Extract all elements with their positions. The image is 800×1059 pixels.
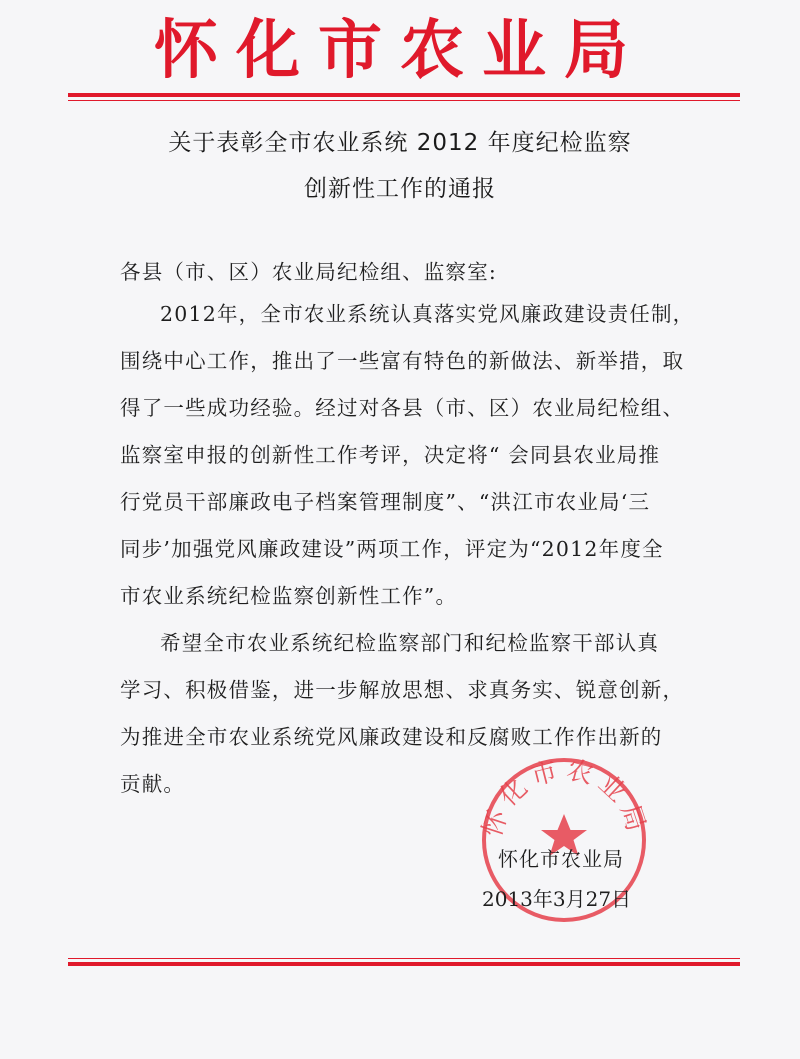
letterhead-rule-thin [68, 100, 740, 101]
signature-date: 2013年3月27日 [482, 887, 632, 911]
document-title-line-2: 创新性工作的通报 [304, 176, 496, 202]
seal-arc-textpath: 怀化市农业局 [477, 754, 653, 841]
footer-rule-thin [68, 958, 740, 959]
letterhead-title: 怀化市农业局 [154, 14, 646, 88]
salutation: 各县（市、区）农业局纪检组、监察室: [120, 260, 498, 284]
paragraph-1-line: 市农业系统纪检监察创新性工作”。 [120, 584, 458, 608]
footer-rule-thick [68, 962, 740, 966]
paragraph-1-line: 围绕中心工作，推出了一些富有特色的新做法、新举措，取 [120, 349, 685, 373]
paragraph-1-line: 监察室申报的创新性工作考评，决定将“ 会同县农业局推 [120, 443, 661, 467]
letterhead-rule-thick [68, 93, 740, 97]
document-title-line-1: 关于表彰全市农业系统 2012 年度纪检监察 [168, 130, 632, 156]
paragraph-2-line: 贡献。 [120, 772, 186, 796]
paragraph-2-line: 为推进全市农业系统党风廉政建设和反腐败工作作出新的 [120, 725, 663, 749]
paragraph-1-line: 2012年，全市农业系统认真落实党风廉政建设责任制， [160, 302, 695, 326]
paragraph-1-line: 得了一些成功经验。经过对各县（市、区）农业局纪检组、 [120, 396, 685, 420]
paragraph-1-line: 同步’加强党风廉政建设”两项工作，评定为“2012年度全 [120, 537, 664, 561]
signature-org: 怀化市农业局 [498, 847, 624, 871]
paragraph-2-line: 希望全市农业系统纪检监察部门和纪检监察干部认真 [160, 631, 660, 655]
paragraph-1-line: 行党员干部廉政电子档案管理制度”、“洪江市农业局‘三 [120, 490, 651, 514]
paragraph-2-line: 学习、积极借鉴，进一步解放思想、求真务实、锐意创新， [120, 678, 685, 702]
